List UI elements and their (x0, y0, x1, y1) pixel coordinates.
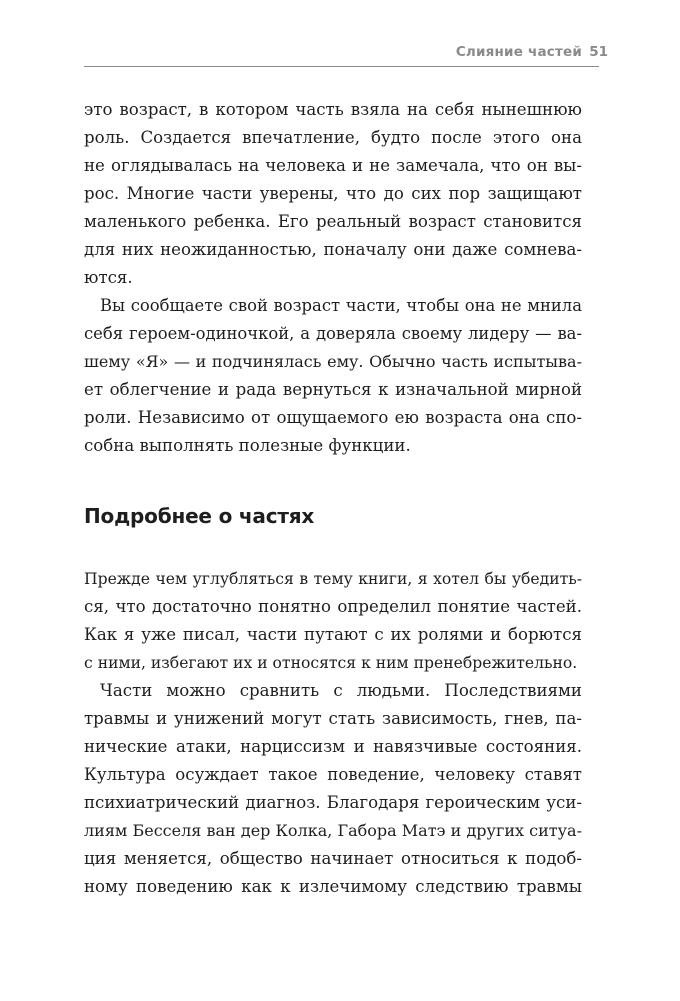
text-line: шему «Я» — и подчинялась ему. Обычно часть испытыва- (84, 352, 582, 371)
text-line: психиатрический диагноз. Благодаря героическим уси- (84, 793, 582, 812)
text-line: Вы сообщаете свой возраст части, чтобы она не мнила (100, 296, 582, 315)
text-line: себя героем-одиночкой, а доверяла своему лидеру — ва- (84, 324, 582, 343)
paragraph-4 (84, 677, 582, 901)
running-head-chapter-title: Слияние частей (455, 44, 582, 60)
text-line: ет облегчение и рада вернуться к изначальной мирной (84, 380, 582, 399)
text-line: с ними, избегают их и относятся к ним пренебрежительно. (84, 654, 578, 672)
text-line: не оглядывалась на человека и не замечала, что он вы- (84, 156, 582, 175)
paragraph-2 (84, 292, 582, 460)
text-line: ция меняется, общество начинает относиться к подоб- (84, 849, 582, 868)
text-line: Части можно сравнить с людьми. Последствиями (100, 681, 582, 700)
text-line: нические атаки, нарциссизм и навязчивые состояния. (84, 737, 582, 756)
text-line: травмы и унижений могут стать зависимость, гнев, па- (84, 709, 582, 728)
text-line: Как я уже писал, части путают с их ролями и борются (84, 625, 582, 644)
text-line: это возраст, в котором часть взяла на себя нынешнюю (84, 100, 582, 119)
text-line: роль. Создается впечатление, будто после этого она (84, 128, 582, 147)
page-number: 51 (589, 44, 608, 60)
text-line: ются. (84, 268, 133, 287)
text-line: роли. Независимо от ощущаемого ею возраста она спо- (84, 408, 582, 427)
text-line: маленького ребенка. Его реальный возраст становится (84, 212, 582, 231)
text-line: Прежде чем углубляться в тему книги, я хотел бы убедить- (84, 570, 582, 588)
paragraph-1 (84, 96, 582, 292)
text-line: рос. Многие части уверены, что до сих пор защищают (84, 184, 582, 203)
text-line: ному поведению как к излечимому следствию травмы (84, 877, 582, 896)
text-line: лиям Бесселя ван дер Колка, Габора Матэ и других ситуа- (84, 821, 582, 840)
header-rule (84, 66, 599, 67)
section-heading: Подробнее о частях (84, 504, 315, 528)
text-line: ся, что достаточно понятно определил понятие частей. (84, 597, 582, 616)
text-line: собна выполнять полезные функции. (84, 436, 411, 455)
paragraph-3 (84, 565, 582, 677)
text-line: для них неожиданностью, поначалу они даже сомнева- (84, 240, 582, 259)
text-line: Культура осуждает такое поведение, человеку ставят (84, 765, 582, 784)
